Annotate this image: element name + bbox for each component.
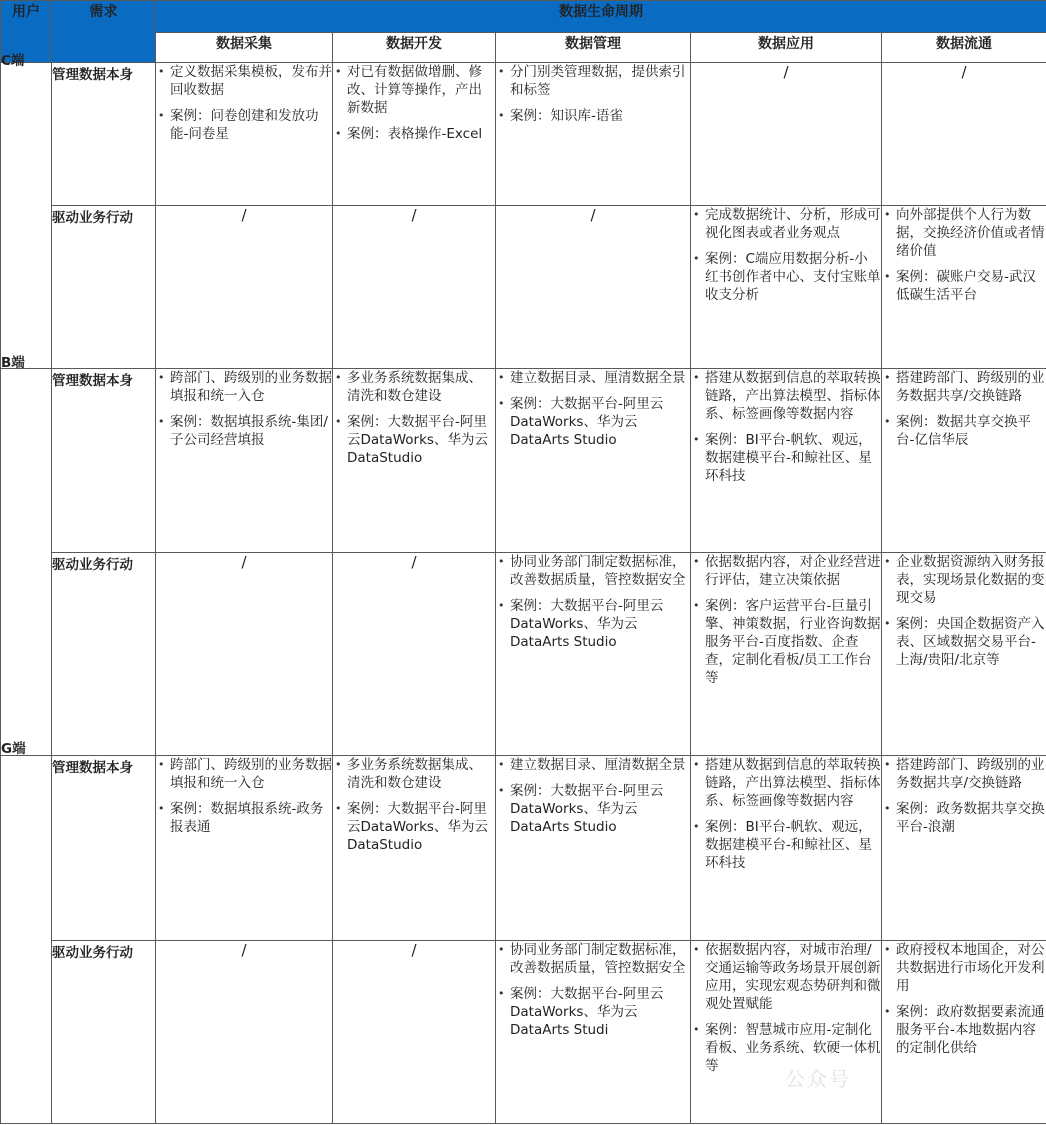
bullet-case-example: • 案例：表格操作-Excel: [333, 125, 495, 143]
cell-circulation-empty: /: [882, 63, 1046, 206]
bullet-case-example: • 案例：大数据平台-阿里云DataWorks、华为云DataArts Studio: [496, 395, 690, 449]
header-stage-management: 数据管理: [496, 33, 691, 63]
bullet-list: [333, 756, 495, 854]
user-segment-label: B端: [1, 355, 25, 371]
bullet-case-example: • 案例：C端应用数据分析-小红书创作者中心、支付宝账单收支分析: [691, 250, 881, 304]
header-stage-collection: 数据采集: [156, 33, 333, 63]
bullet-list: [496, 553, 690, 651]
need-cell: 管理数据本身: [52, 369, 156, 553]
bullet-description: • 协同业务部门制定数据标准，改善数据质量，管控数据安全: [496, 553, 690, 589]
bullet-list: [691, 206, 881, 304]
watermark-text: 公众号: [785, 1067, 851, 1091]
cell-development: [333, 369, 496, 553]
bullet-case-example: • 案例：BI平台-帆软、观远，数据建模平台-和鲸社区、星环科技: [691, 431, 881, 485]
bullet-description: • 对已有数据做增删、修改、计算等操作，产出新数据: [333, 63, 495, 117]
header-need: 需求: [52, 1, 156, 63]
bullet-case-example: • 案例：央国企数据资产入表、区域数据交易平台-上海/贵阳/北京等: [882, 615, 1046, 669]
need-cell: 驱动业务行动: [52, 553, 156, 756]
cell-collection: [156, 756, 333, 941]
cell-collection-empty: /: [156, 553, 333, 756]
bullet-description: • 依据数据内容，对企业经营进行评估，建立决策依据: [691, 553, 881, 589]
cell-application: [691, 369, 882, 553]
bullet-list: [333, 369, 495, 467]
bullet-list: [496, 63, 690, 125]
bullet-case-example: • 案例：碳账户交易-武汉低碳生活平台: [882, 268, 1046, 304]
need-cell: 管理数据本身: [52, 63, 156, 206]
header-lifecycle: 数据生命周期: [156, 1, 1046, 33]
cell-development: [333, 756, 496, 941]
cell-circulation: [882, 553, 1046, 756]
bullet-case-example: • 案例：政务数据共享交换平台-浪潮: [882, 800, 1046, 836]
bullet-list: [333, 63, 495, 143]
bullet-case-example: • 案例：智慧城市应用-定制化看板、业务系统、软硬一体机等: [691, 1021, 881, 1075]
bullet-description: • 协同业务部门制定数据标准，改善数据质量，管控数据安全: [496, 941, 690, 977]
table-row: [1, 941, 1046, 1124]
bullet-case-example: • 案例：客户运营平台-巨量引擎、神策数据，行业咨询数据服务平台-百度指数、企查查，定制化看板/员工工作台等: [691, 597, 881, 687]
bullet-list: [691, 941, 881, 1075]
cell-collection-empty: /: [156, 941, 333, 1124]
bullet-list: [882, 941, 1046, 1057]
bullet-description: • 跨部门、跨级别的业务数据填报和统一入仓: [156, 756, 332, 792]
bullet-case-example: • 案例：问卷创建和发放功能-问卷星: [156, 107, 332, 143]
cell-circulation: [882, 756, 1046, 941]
bullet-description: • 搭建从数据到信息的萃取转换链路，产出算法模型、指标体系、标签画像等数据内容: [691, 369, 881, 423]
need-cell: 管理数据本身: [52, 756, 156, 941]
bullet-case-example: • 案例：知识库-语雀: [496, 107, 690, 125]
bullet-list: [156, 63, 332, 143]
cell-application-empty: /: [691, 63, 882, 206]
cell-management: [496, 63, 691, 206]
need-cell: 驱动业务行动: [52, 206, 156, 369]
bullet-description: • 完成数据统计、分析，形成可视化图表或者业务观点: [691, 206, 881, 242]
user-segment-cell: [1, 741, 52, 1124]
cell-circulation: [882, 206, 1046, 369]
cell-application: [691, 206, 882, 369]
cell-collection-empty: /: [156, 206, 333, 369]
cell-collection: [156, 63, 333, 206]
cell-collection: [156, 369, 333, 553]
header-stage-application: 数据应用: [691, 33, 882, 63]
table-body: [1, 53, 1046, 1124]
cell-management-empty: /: [496, 206, 691, 369]
bullet-description: • 分门别类管理数据，提供索引和标签: [496, 63, 690, 99]
bullet-case-example: • 案例：政府数据要素流通服务平台-本地数据内容的定制化供给: [882, 1003, 1046, 1057]
bullet-description: • 政府授权本地国企，对公共数据进行市场化开发利用: [882, 941, 1046, 995]
cell-development-empty: /: [333, 941, 496, 1124]
bullet-description: • 多业务系统数据集成、清洗和数仓建设: [333, 369, 495, 405]
bullet-description: • 多业务系统数据集成、清洗和数仓建设: [333, 756, 495, 792]
bullet-description: • 依据数据内容，对城市治理/交通运输等政务场景开展创新应用，实现宏观态势研判和微观处置赋能: [691, 941, 881, 1013]
cell-application: [691, 941, 882, 1124]
bullet-case-example: • 案例：BI平台-帆软、观远，数据建模平台-和鲸社区、星环科技: [691, 818, 881, 872]
cell-application: [691, 553, 882, 756]
header-stage-circulation: 数据流通: [882, 33, 1046, 63]
bullet-list: [496, 756, 690, 836]
table-row: [1, 206, 1046, 369]
bullet-list: [882, 553, 1046, 669]
bullet-description: • 定义数据采集模板，发布并回收数据: [156, 63, 332, 99]
bullet-case-example: • 案例：大数据平台-阿里云DataWorks、华为云DataStudio: [333, 413, 495, 467]
bullet-list: [882, 206, 1046, 304]
bullet-case-example: • 案例：大数据平台-阿里云DataWorks、华为云DataArts Studio: [496, 597, 690, 651]
cell-management: [496, 369, 691, 553]
bullet-list: [691, 756, 881, 872]
bullet-description: • 建立数据目录、厘清数据全景: [496, 756, 690, 774]
user-segment-cell: [1, 53, 52, 369]
user-segment-cell: [1, 355, 52, 756]
bullet-case-example: • 案例：数据共享交换平台-亿信华辰: [882, 413, 1046, 449]
bullet-description: • 搭建跨部门、跨级别的业务数据共享/交换链路: [882, 369, 1046, 405]
bullet-case-example: • 案例：大数据平台-阿里云DataWorks、华为云DataStudio: [333, 800, 495, 854]
need-cell: 驱动业务行动: [52, 941, 156, 1124]
bullet-case-example: • 案例：大数据平台-阿里云DataWorks、华为云DataArts Studio: [496, 782, 690, 836]
user-segment-label: C端: [1, 53, 25, 69]
bullet-list: [882, 756, 1046, 836]
bullet-description: • 跨部门、跨级别的业务数据填报和统一入仓: [156, 369, 332, 405]
bullet-list: [691, 369, 881, 485]
bullet-list: [496, 369, 690, 449]
bullet-list: [156, 369, 332, 449]
cell-development-empty: /: [333, 206, 496, 369]
user-segment-label: G端: [1, 741, 26, 757]
cell-management: [496, 553, 691, 756]
cell-management: [496, 941, 691, 1124]
bullet-description: • 建立数据目录、厘清数据全景: [496, 369, 690, 387]
bullet-list: [496, 941, 690, 1039]
bullet-list: [882, 369, 1046, 449]
bullet-case-example: • 案例：大数据平台-阿里云DataWorks、华为云DataArts Studi: [496, 985, 690, 1039]
bullet-list: [691, 553, 881, 687]
header-user: 用户: [1, 1, 52, 63]
bullet-list: [156, 756, 332, 836]
table-row: [1, 756, 1046, 941]
cell-circulation: [882, 369, 1046, 553]
cell-application: [691, 756, 882, 941]
header-stage-development: 数据开发: [333, 33, 496, 63]
cell-management: [496, 756, 691, 941]
cell-development: [333, 63, 496, 206]
cell-development-empty: /: [333, 553, 496, 756]
bullet-case-example: • 案例：数据填报系统-集团/子公司经营填报: [156, 413, 332, 449]
table-row: [1, 63, 1046, 206]
table-row: [1, 369, 1046, 553]
bullet-description: • 搭建跨部门、跨级别的业务数据共享/交换链路: [882, 756, 1046, 792]
bullet-description: • 企业数据资源纳入财务报表，实现场景化数据的变现交易: [882, 553, 1046, 607]
table-row: [1, 553, 1046, 756]
bullet-case-example: • 案例：数据填报系统-政务报表通: [156, 800, 332, 836]
bullet-description: • 向外部提供个人行为数据，交换经济价值或者情绪价值: [882, 206, 1046, 260]
cell-circulation: [882, 941, 1046, 1124]
bullet-description: • 搭建从数据到信息的萃取转换链路，产出算法模型、指标体系、标签画像等数据内容: [691, 756, 881, 810]
